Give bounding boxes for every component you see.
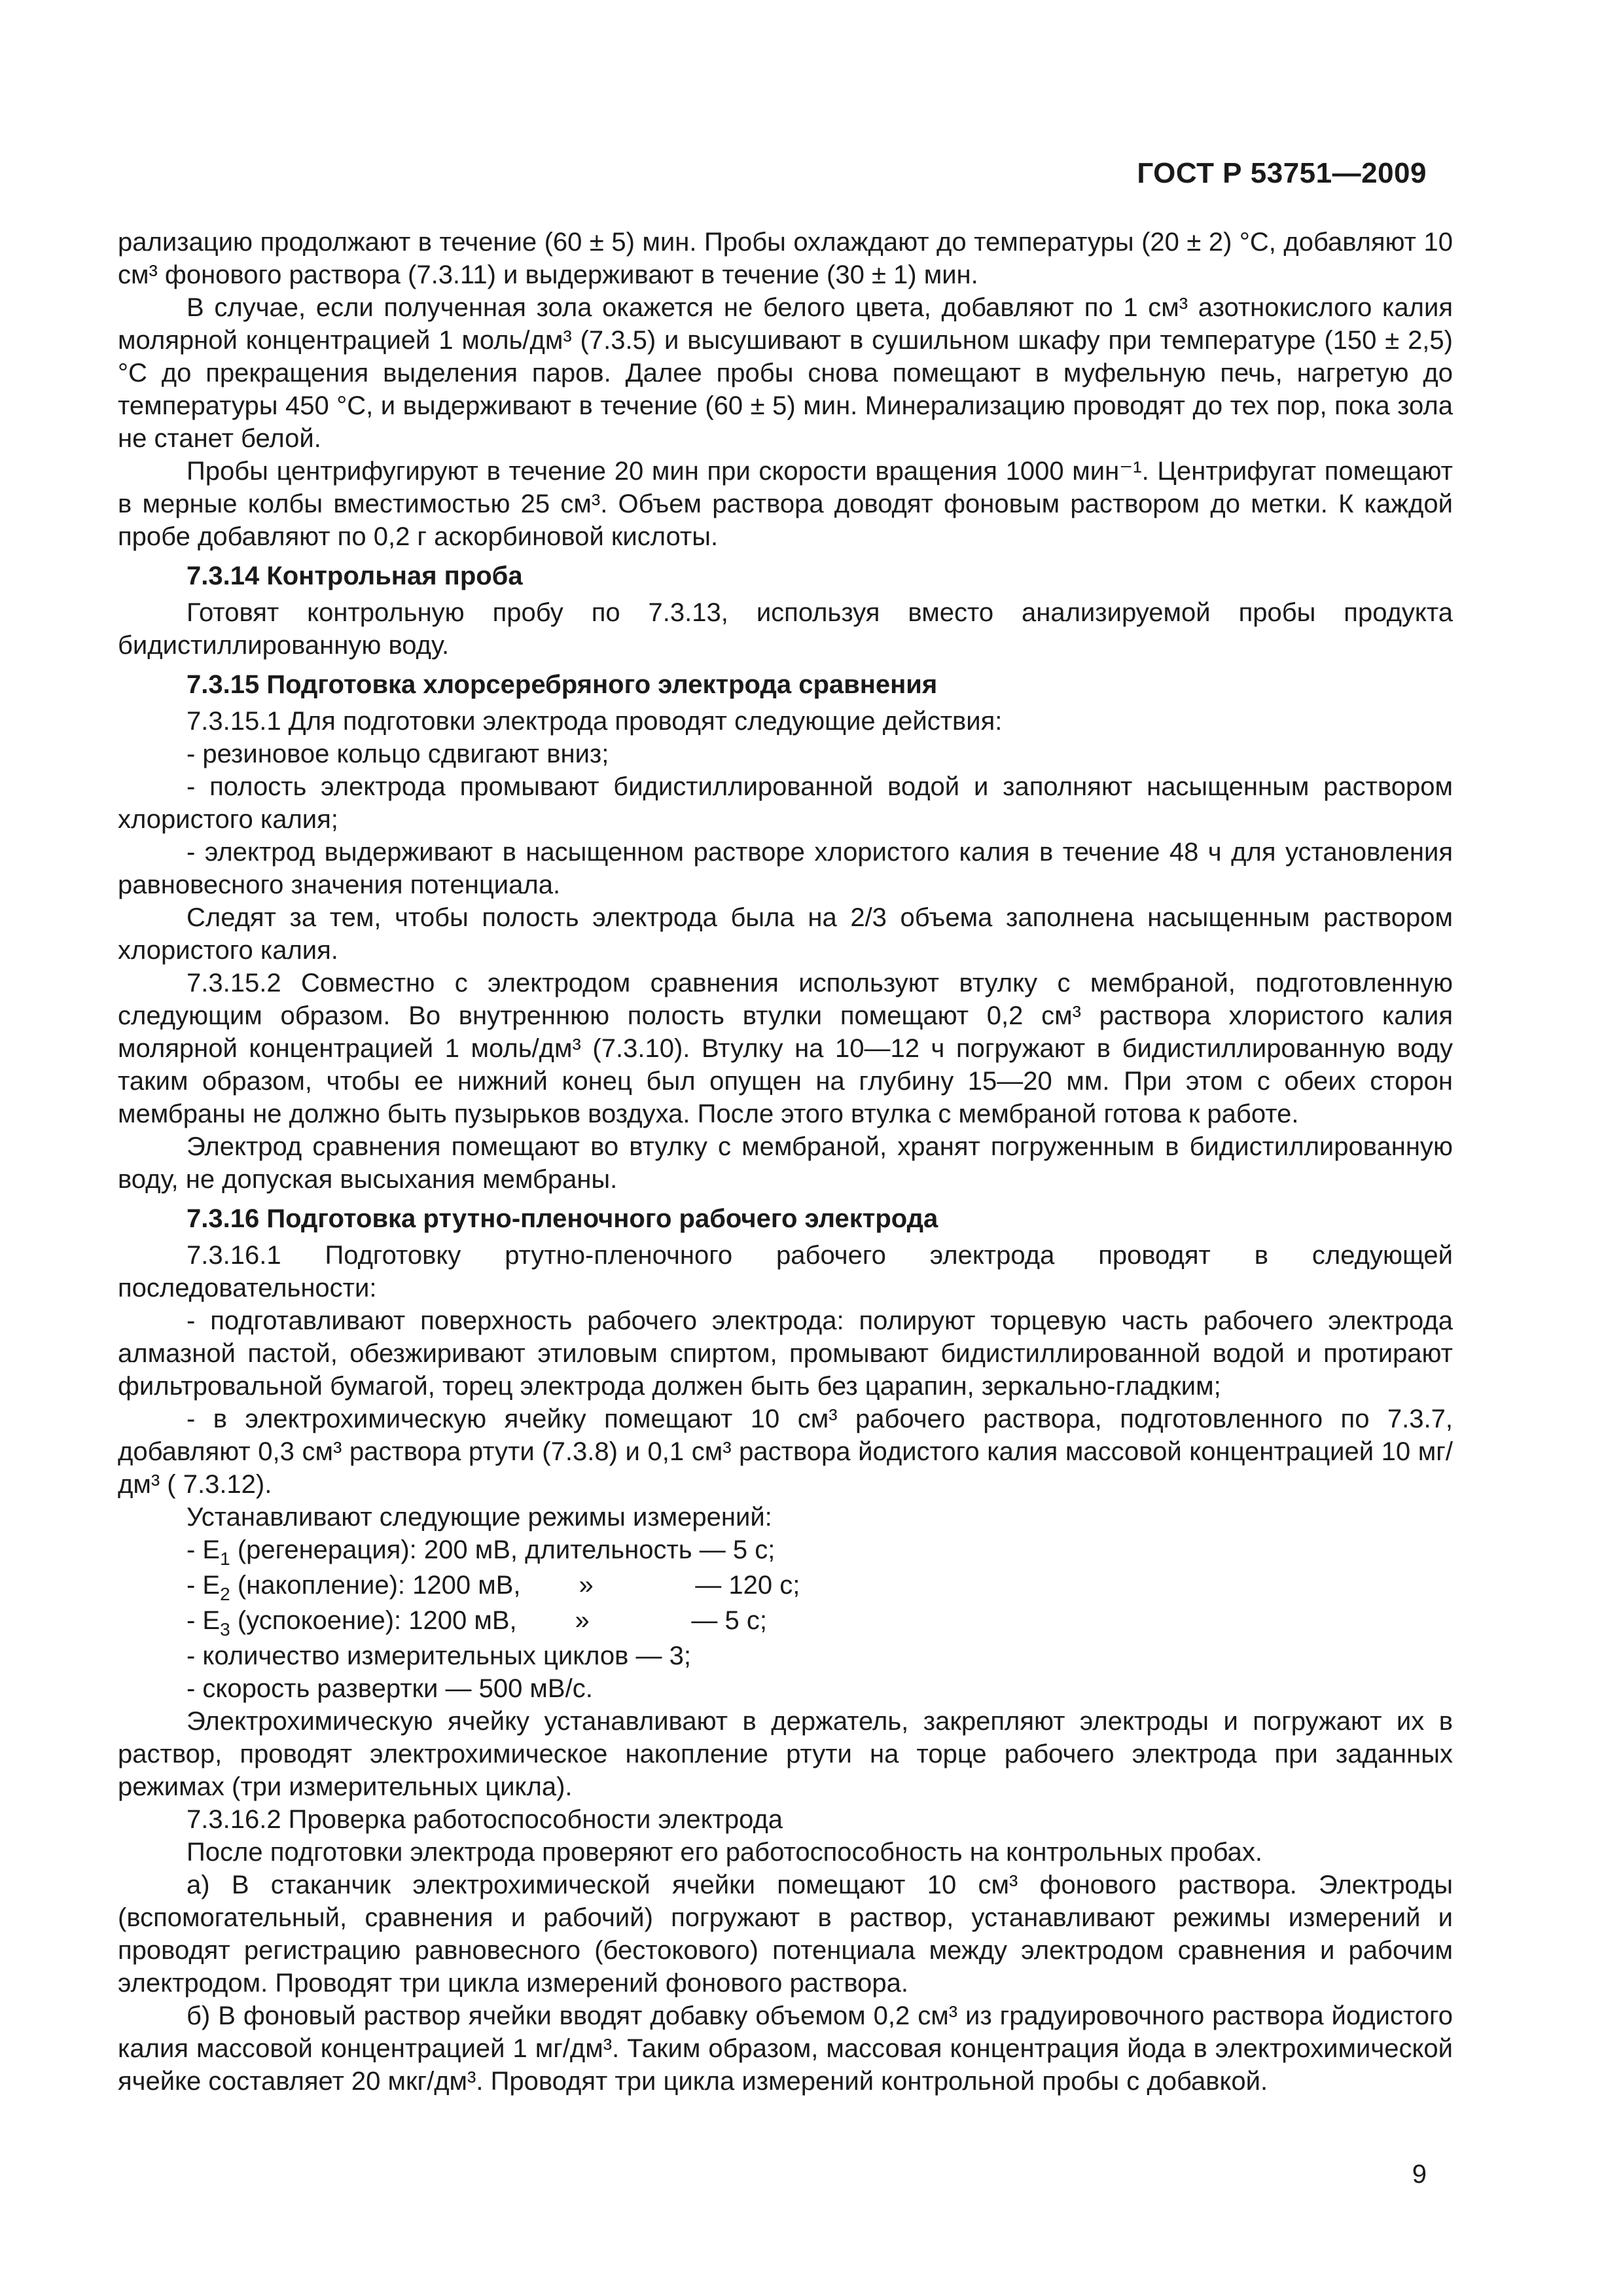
section-heading: 7.3.14 Контрольная проба bbox=[187, 562, 523, 590]
paragraph: Пробы центрифугируют в течение 20 мин при скорости вращения 1000 мин⁻¹. Центрифугат помещают в мерные колбы вместимостью 25 см³. Объем раствора доводят фоновым раствором до метки. К каждой пробе добавляют по 0,2 г аскорбиновой кислоты. bbox=[118, 457, 1453, 551]
paragraph: Следят за тем, чтобы полость электрода была на 2/3 объема заполнена насыщенным раствором хлористого калия. bbox=[118, 903, 1453, 965]
mode-prefix: - E bbox=[187, 1571, 221, 1600]
mode-text: (накопление): 1200 мВ, » — 120 с; bbox=[230, 1571, 800, 1600]
paragraph: 7.3.15.1 Для подготовки электрода проводят следующие действия: bbox=[187, 707, 1003, 736]
paragraph: - количество измерительных циклов — 3; bbox=[187, 1641, 692, 1670]
paragraph: - резиновое кольцо сдвигают вниз; bbox=[187, 740, 609, 768]
paragraph: 7.3.16.2 Проверка работоспособности электрода bbox=[187, 1805, 783, 1834]
page-number: 9 bbox=[1412, 2160, 1427, 2189]
paragraph: В случае, если полученная зола окажется не белого цвета, добавляют по 1 см³ азотнокислого калия молярной концентрацией 1 моль/дм³ (7.3.5) и высушивают в сушильном шкафу при температуре (150 ± 2,5) °С до прекращения выделения паров. Далее пробы снова помещают в муфельную печь, нагретую до температуры 450 °С, и выдерживают в течение (60 ± 5) мин. Минерализацию проводят до тех пор, пока зола не станет белой. bbox=[118, 293, 1453, 453]
measurement-mode-line bbox=[118, 1569, 1453, 1604]
paragraph: - скорость развертки — 500 мВ/с. bbox=[187, 1674, 593, 1703]
paragraph: Готовят контрольную пробу по 7.3.13, используя вместо анализируемой пробы продукта бидистиллированную воду. bbox=[118, 598, 1453, 660]
mode-text: (успокоение): 1200 мВ, » — 5 с; bbox=[230, 1606, 767, 1635]
section-heading: 7.3.15 Подготовка хлорсеребряного электрода сравнения bbox=[187, 670, 938, 699]
paragraph: 7.3.16.1 Подготовку ртутно-пленочного рабочего электрода проводят в следующей последовательности: bbox=[118, 1241, 1453, 1302]
mode-prefix: - E bbox=[187, 1606, 221, 1635]
paragraph: Устанавливают следующие режимы измерений: bbox=[187, 1503, 772, 1532]
paragraph: - в электрохимическую ячейку помещают 10 см³ рабочего раствора, подготовленного по 7.3.7, добавляют 0,3 см³ раствора ртути (7.3.8) и 0,1 см³ раствора йодистого калия массовой концентрацией 10 мг/дм³ ( 7.3.12). bbox=[118, 1405, 1453, 1499]
paragraph: б) В фоновый раствор ячейки вводят добавку объемом 0,2 см³ из градуировочного раствора йодистого калия массовой концентрацией 1 мг/дм³. Таким образом, массовая концентрация йода в электрохимической ячейке составляет 20 мкг/дм³. Проводят три цикла измерений контрольной пробы с добавкой. bbox=[118, 2001, 1453, 2096]
section-heading: 7.3.16 Подготовка ртутно-пленочного рабочего электрода bbox=[187, 1204, 938, 1233]
paragraph: 7.3.15.2 Совместно с электродом сравнения используют втулку с мембраной, подготовленную следующим образом. Во внутреннюю полость втулки помещают 0,2 см³ раствора хлористого калия молярной концентрацией 1 моль/дм³ (7.3.10). Втулку на 10—12 ч погружают в бидистиллированную воду таким образом, чтобы ее нижний конец был опущен на глубину 15—20 мм. При этом с обеих сторон мембраны не должно быть пузырьков воздуха. После этого втулка с мембраной готова к работе. bbox=[118, 969, 1453, 1128]
paragraph: - электрод выдерживают в насыщенном растворе хлористого калия в течение 48 ч для установления равновесного значения потенциала. bbox=[118, 838, 1453, 899]
mode-subscript: 1 bbox=[220, 1549, 230, 1569]
paragraph: а) В стаканчик электрохимической ячейки помещают 10 см³ фонового раствора. Электроды (вспомогательный, сравнения и рабочий) погружают в раствор, устанавливают режимы измерений и проводят регистрацию равновесного (бестокового) потенциала между электродом сравнения и рабочим электродом. Проводят три цикла измерений фонового раствора. bbox=[118, 1871, 1453, 1998]
mode-text: (регенерация): 200 мВ, длительность — 5 с; bbox=[230, 1535, 776, 1564]
paragraph: Электрохимическую ячейку устанавливают в держатель, закрепляют электроды и погружают их в раствор, проводят электрохимическое накопление ртути на торце рабочего электрода при заданных режимах (три измерительных цикла). bbox=[118, 1707, 1453, 1801]
paragraph: После подготовки электрода проверяют его работоспособность на контрольных пробах. bbox=[187, 1838, 1263, 1867]
mode-subscript: 3 bbox=[220, 1619, 230, 1640]
mode-prefix: - E bbox=[187, 1535, 221, 1564]
mode-subscript: 2 bbox=[220, 1584, 230, 1604]
document-body bbox=[118, 226, 1453, 2098]
paragraph: - подготавливают поверхность рабочего электрода: полируют торцевую часть рабочего электрода алмазной пастой, обезжиривают этиловым спиртом, промывают бидистиллированной водой и протирают фильтровальной бумагой, торец электрода должен быть без царапин, зеркально-гладким; bbox=[118, 1306, 1453, 1401]
measurement-mode-line bbox=[118, 1604, 1453, 1640]
paragraph: рализацию продолжают в течение (60 ± 5) мин. Пробы охлаждают до температуры (20 ± 2) °С, добавляют 10 см³ фонового раствора (7.3.11) и выдерживают в течение (30 ± 1) мин. bbox=[118, 228, 1453, 289]
paragraph: Электрод сравнения помещают во втулку с мембраной, хранят погруженным в бидистиллированную воду, не допуская высыхания мембраны. bbox=[118, 1132, 1453, 1194]
paragraph: - полость электрода промывают бидистиллированной водой и заполняют насыщенным раствором хлористого калия; bbox=[118, 772, 1453, 834]
document-standard-id: ГОСТ Р 53751—2009 bbox=[1137, 157, 1427, 189]
measurement-mode-line bbox=[118, 1534, 1453, 1569]
